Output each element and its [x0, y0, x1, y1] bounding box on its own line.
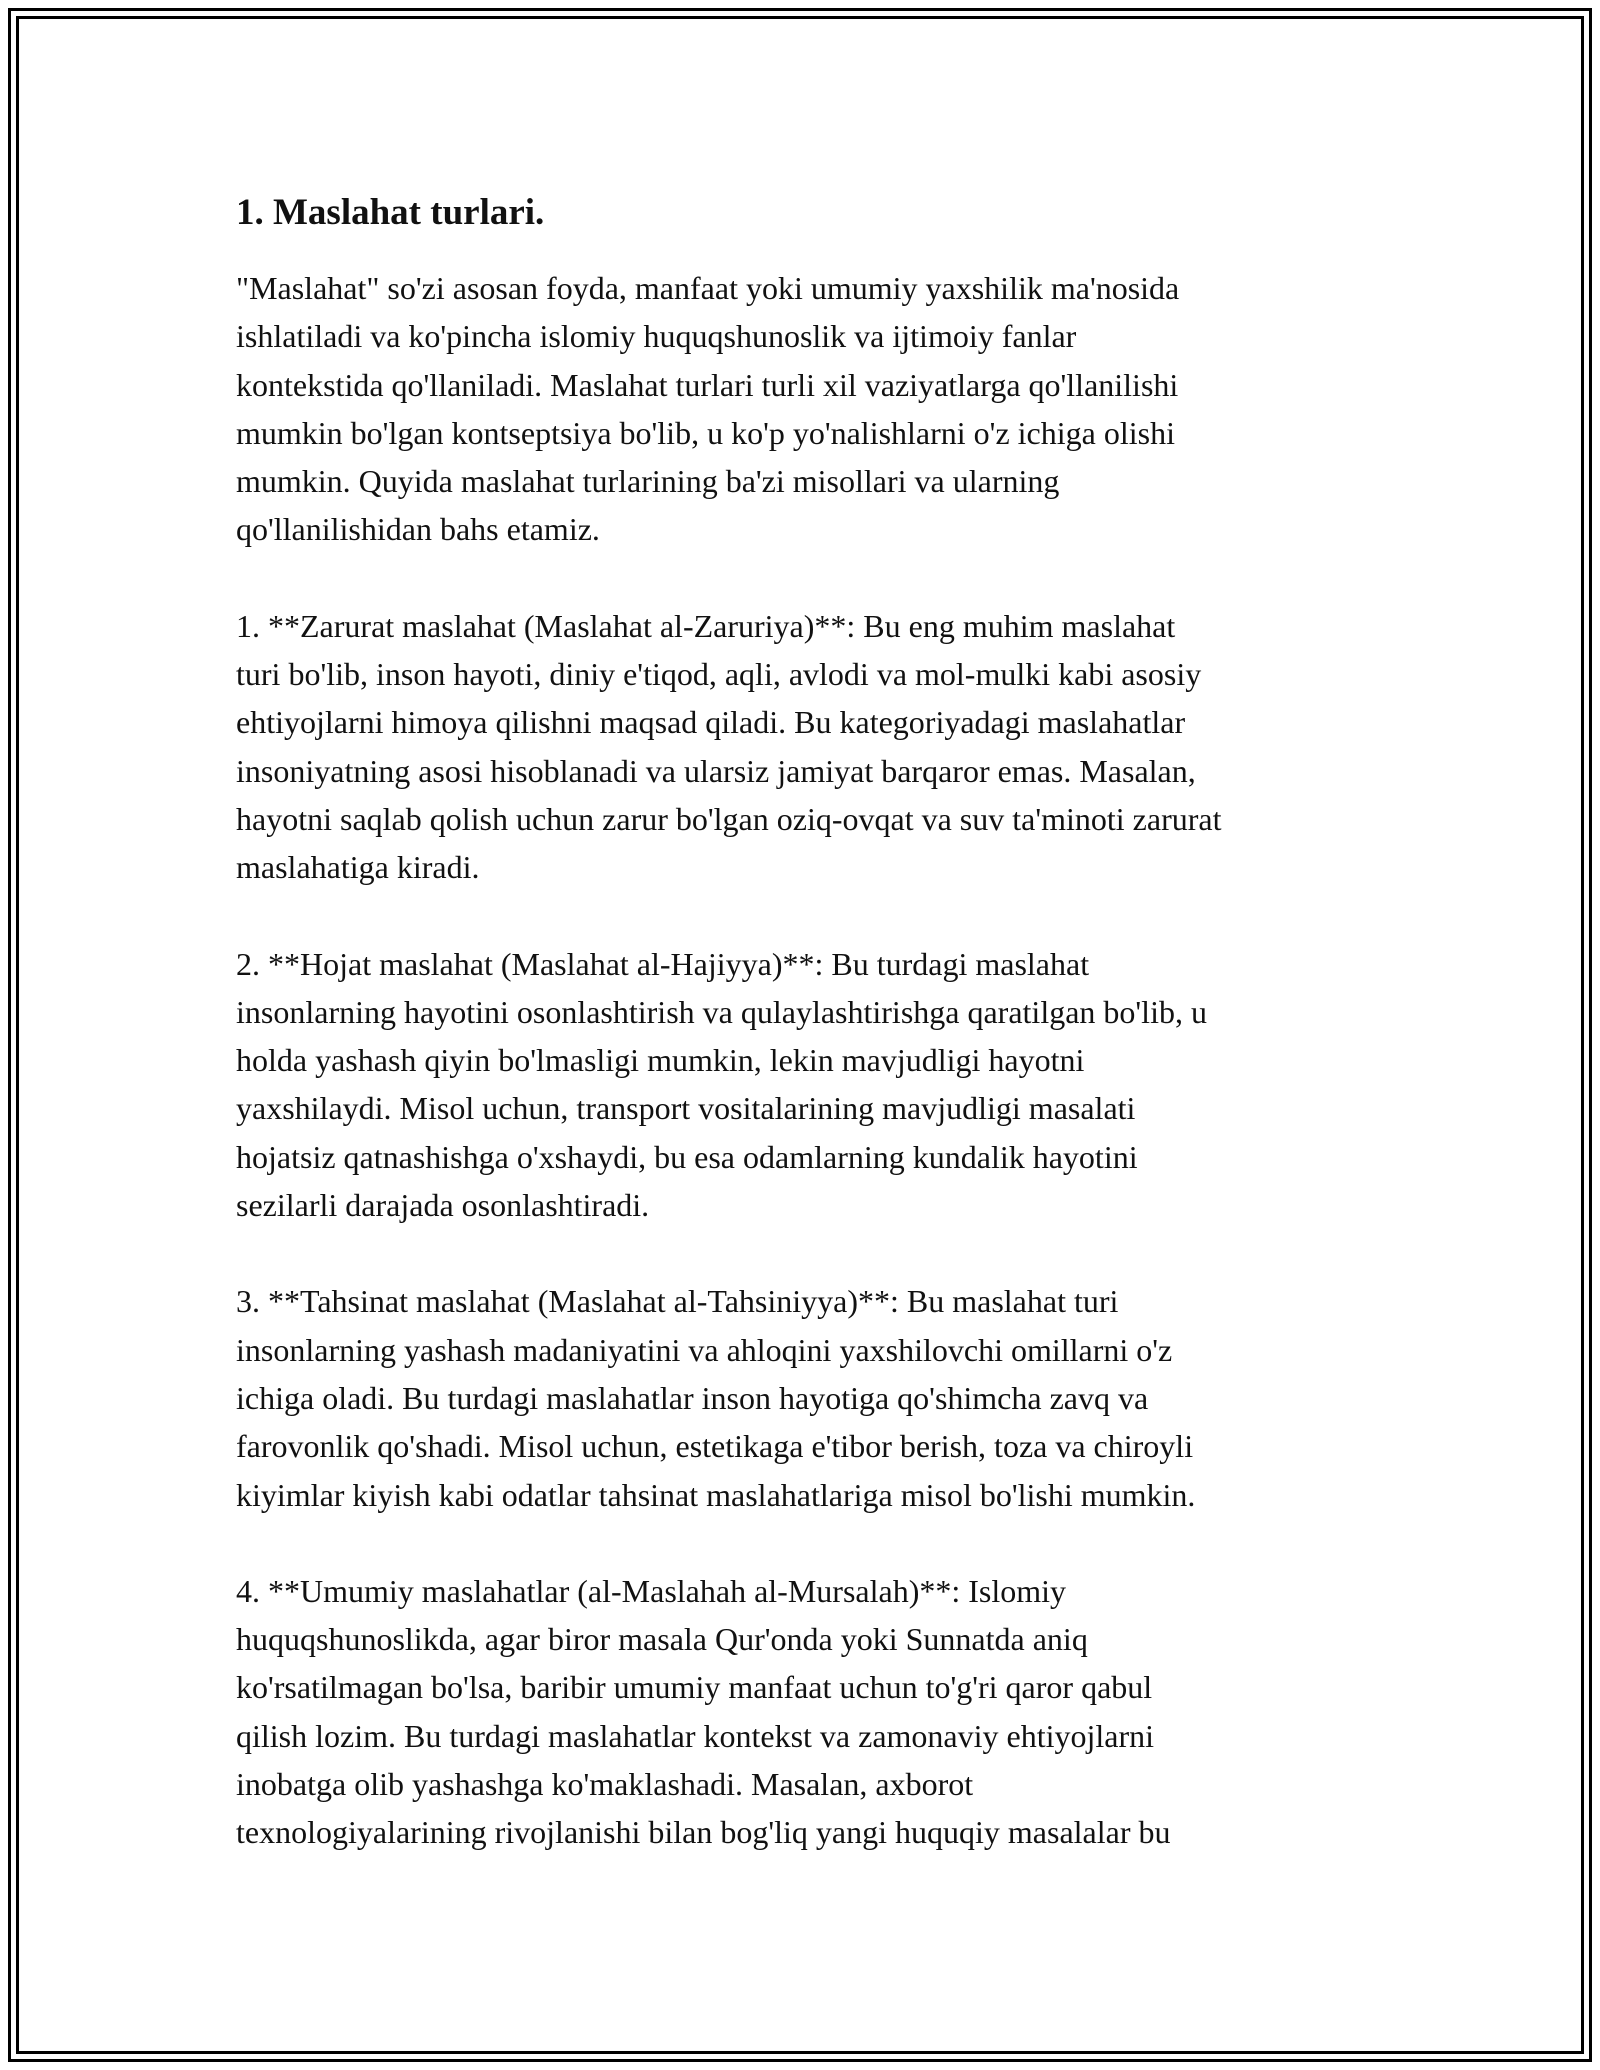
paragraph-hojat: 2. **Hojat maslahat (Maslahat al-Hajiyya)**: Bu turdagi maslahat insonlarning hayotini osonlashtirish va qulaylashtirishga qaratilgan bo'lib, u holda yashash qiyin bo'lmasligi mumkin, lekin mavjudligi hayotni yaxshilaydi. Misol uchun, transport vositalarining mavjudligi masalati hojatsiz qatnashishga o'xshaydi, bu esa odamlarning kundalik hayotini sezilarli darajada osonlashtiradi.	[236, 945, 1207, 1224]
document-body	[236, 186, 1376, 1905]
paragraph-umumiy: 4. **Umumiy maslahatlar (al-Maslahah al-Mursalah)**: Islomiy huquqshunoslikda, agar biror masala Qur'onda yoki Sunnatda aniq ko'rsatilmagan bo'lsa, baribir umumiy manfaat uchun to'g'ri qaror qabul qilish lozim. Bu turdagi maslahatlar kontekst va zamonaviy ehtiyojlarni inobatga olib yashashga ko'maklashadi. Masalan, axborot texnologiyalarining rivojlanishi bilan bog'liq yangi huquqiy masalalar bu	[236, 1572, 1171, 1851]
paragraph-zarurat: 1. **Zarurat maslahat (Maslahat al-Zaruriya)**: Bu eng muhim maslahat turi bo'lib, inson hayoti, diniy e'tiqod, aqli, avlodi va mol-mulki kabi asosiy ehtiyojlarni himoya qilishni maqsad qiladi. Bu kategoriyadagi maslahatlar insoniyatning asosi hisoblanadi va ularsiz jamiyat barqaror emas. Masalan, hayotni saqlab qolish uchun zarur bo'lgan oziq-ovqat va suv ta'minoti zarurat maslahatiga kiradi.	[236, 607, 1222, 886]
paragraph-tahsinat: 3. **Tahsinat maslahat (Maslahat al-Tahsiniyya)**: Bu maslahat turi insonlarning yashash madaniyatini va ahloqini yaxshilovchi omillarni o'z ichiga oladi. Bu turdagi maslahatlar inson hayotiga qo'shimcha zavq va farovonlik qo'shadi. Misol uchun, estetikaga e'tibor berish, toza va chiroyli kiyimlar kiyish kabi odatlar tahsinat maslahatlariga misol bo'lishi mumkin.	[236, 1283, 1196, 1513]
intro-paragraph: "Maslahat" so'zi asosan foyda, manfaat yoki umumiy yaxshilik ma'nosida ishlatiladi va ko'pincha islomiy huquqshunoslik va ijtimoiy fanlar kontekstida qo'llaniladi. Maslahat turlari turli xil vaziyatlarga qo'llanilishi mumkin bo'lgan kontseptsiya bo'lib, u ko'p yo'nalishlarni o'z ichiga olishi mumkin. Quyida maslahat turlarining ba'zi misollari va ularning qo'llanilishidan bahs etamiz.	[236, 270, 1180, 548]
section-heading: 1. Maslahat turlari.	[236, 192, 545, 233]
